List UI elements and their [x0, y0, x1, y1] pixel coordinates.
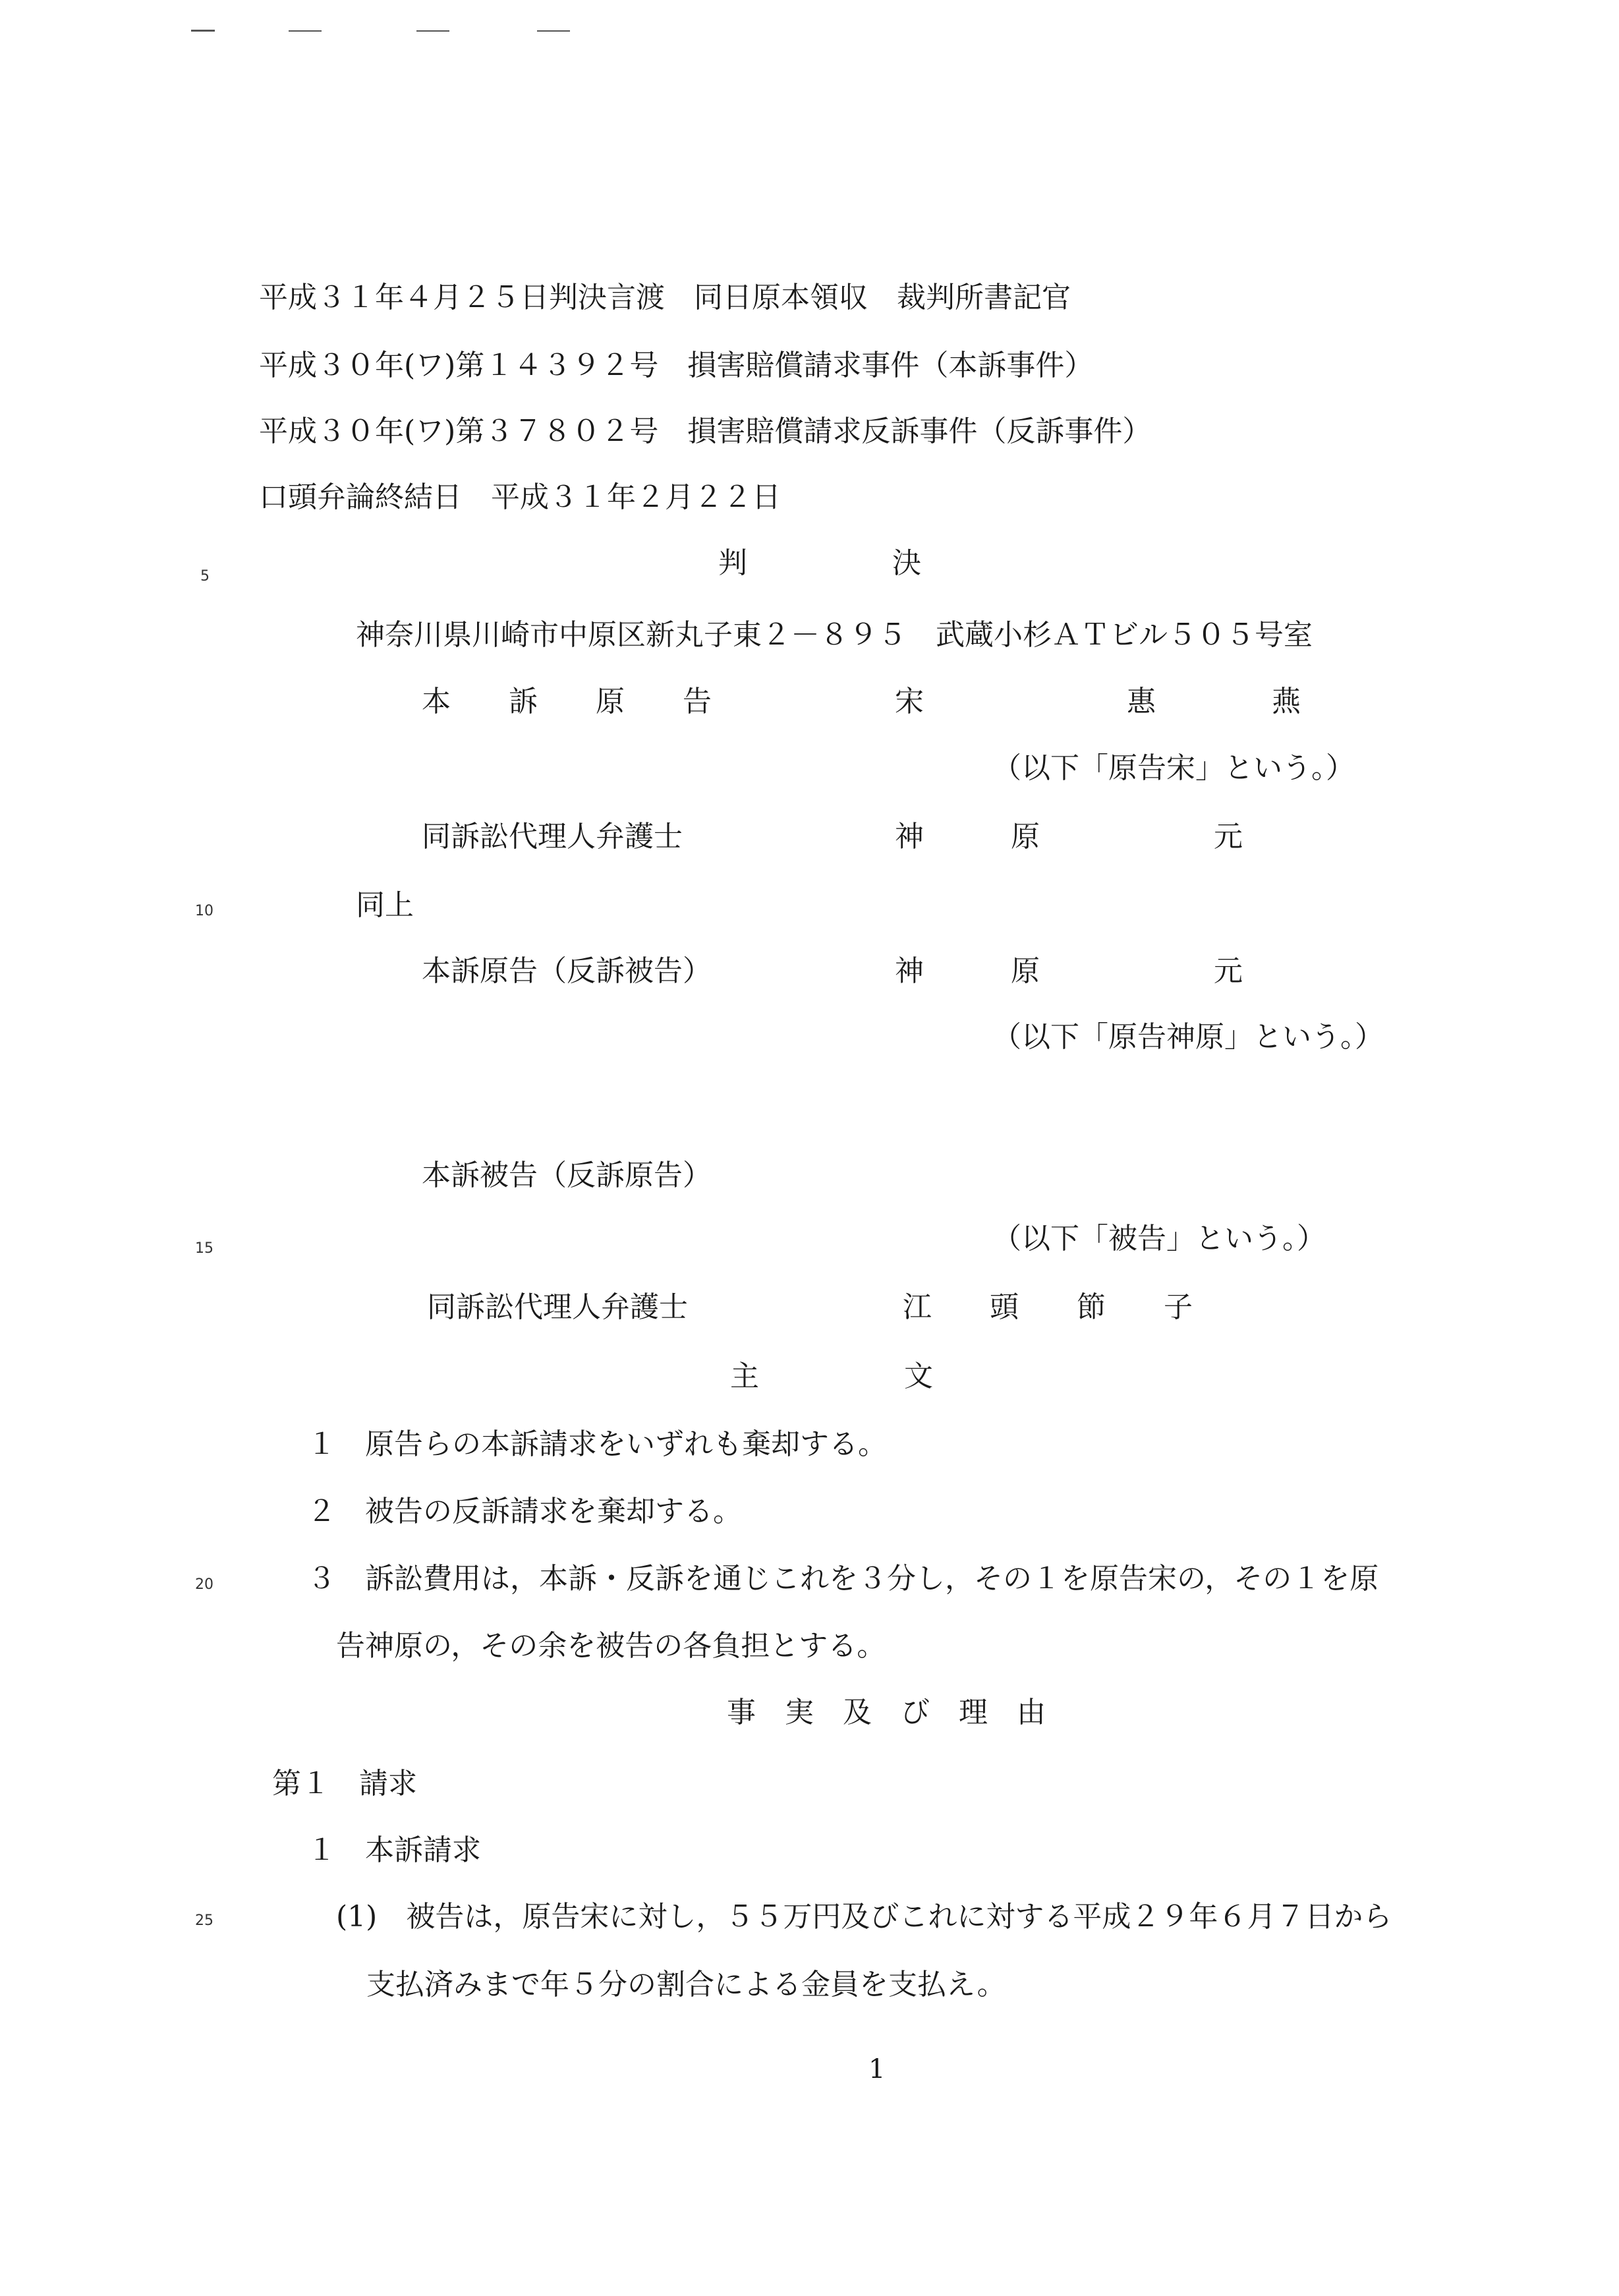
scan-mark — [537, 30, 570, 32]
main-text-title: 主 文 — [730, 1360, 933, 1393]
counsel2-name: 江 頭 節 子 — [903, 1290, 1193, 1324]
line-number: 20 — [195, 1576, 213, 1593]
counsel1-role: 同訴訟代理人弁護士 — [422, 820, 683, 853]
header-line-4: 口頭弁論終結日 平成３１年２月２２日 — [259, 480, 781, 514]
counsel2-role: 同訴訟代理人弁護士 — [427, 1290, 688, 1324]
header-line-1: 平成３１年４月２５日判決言渡 同日原本領収 裁判所書記官 — [259, 281, 1071, 314]
reasons-title: 事 実 及 び 理 由 — [727, 1696, 1046, 1729]
header-line-2: 平成３０年(ワ)第１４３９２号 損害賠償請求事件（本訴事件） — [259, 349, 1094, 382]
plaintiff1-alias: （以下「原告宋」という。） — [992, 751, 1355, 785]
counsel1-name: 神 原 元 — [895, 820, 1243, 853]
defendant-role: 本訴被告（反訴原告） — [422, 1159, 712, 1192]
plaintiff2-alias: （以下「原告神原」という。） — [992, 1020, 1384, 1054]
paragraph-1-line-2: 支払済みまで年５分の割合による金員を支払え。 — [366, 1968, 1006, 2001]
plaintiff-address: 神奈川県川崎市中原区新丸子東２－８９５ 武蔵小杉ＡＴビル５０５号室 — [356, 618, 1313, 652]
paragraph-1-line-1: (1) 被告は，原告宋に対し，５５万円及びこれに対する平成２９年６月７日から — [336, 1900, 1392, 1934]
scan-mark — [191, 30, 215, 32]
main-item-3-line-1: ３ 訴訟費用は，本訴・反訴を通じこれを３分し，その１を原告宋の，その１を原 — [307, 1562, 1379, 1595]
defendant-alias: （以下「被告」という。） — [992, 1222, 1326, 1255]
line-number: 10 — [195, 903, 213, 919]
main-item-1: １ 原告らの本訴請求をいずれも棄却する。 — [307, 1427, 887, 1461]
line-number: 25 — [195, 1912, 213, 1929]
plaintiff2-name: 神 原 元 — [895, 954, 1243, 988]
main-item-3-line-2: 告神原の，その余を被告の各負担とする。 — [336, 1629, 886, 1663]
header-line-3: 平成３０年(ワ)第３７８０２号 損害賠償請求反訴事件（反訴事件） — [259, 415, 1152, 448]
judgment-title: 判 決 — [718, 546, 921, 580]
page-number: 1 — [868, 2054, 886, 2084]
line-number: 5 — [200, 568, 210, 585]
section-1-heading: 第１ 請求 — [272, 1767, 417, 1800]
plaintiff1-role: 本 訴 原 告 — [422, 685, 712, 718]
same-address-label: 同上 — [356, 888, 414, 922]
scan-mark — [289, 30, 322, 32]
plaintiff1-name: 宋 惠 燕 — [895, 685, 1301, 718]
line-number: 15 — [195, 1240, 213, 1257]
scan-mark — [416, 30, 449, 32]
main-item-2: ２ 被告の反訴請求を棄却する。 — [307, 1495, 742, 1528]
plaintiff2-role: 本訴原告（反訴被告） — [422, 954, 712, 988]
subsection-1-heading: １ 本訴請求 — [307, 1833, 481, 1867]
